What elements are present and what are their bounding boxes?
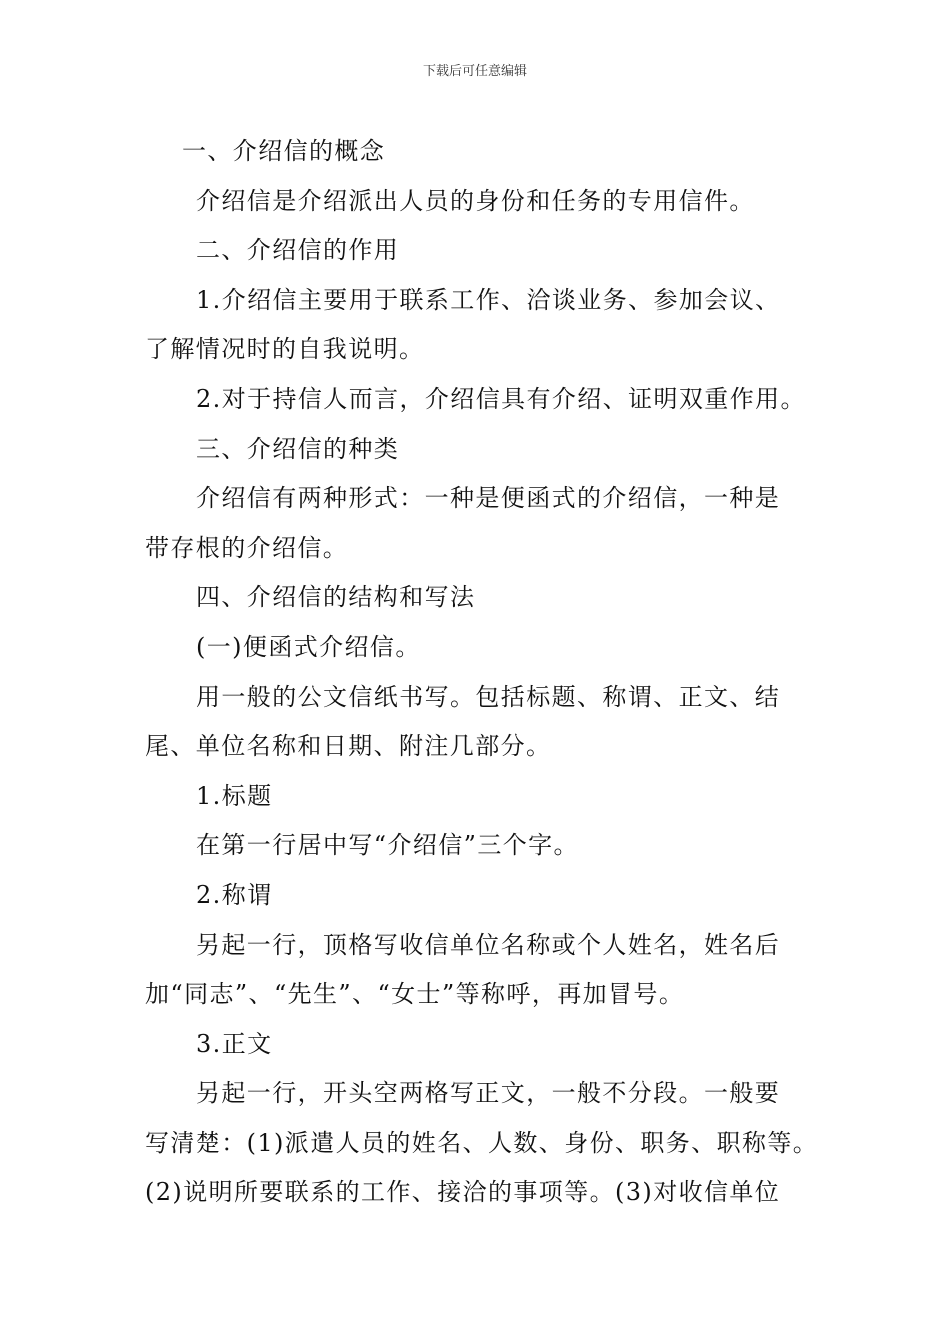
text-line: 带存根的介绍信。: [145, 533, 349, 562]
text-line: 一、介绍信的概念: [182, 137, 386, 165]
text-line: 写清楚：(1)派遣人员的姓名、人数、身份、职务、职称等。: [145, 1128, 819, 1157]
text-line: 介绍信是介绍派出人员的身份和任务的专用信件。: [196, 186, 755, 215]
text-line: 另起一行，顶格写收信单位名称或个人姓名，姓名后: [196, 930, 781, 959]
text-line: 尾、单位名称和日期、附注几部分。: [145, 732, 552, 761]
text-line: 2.对于持信人而言，介绍信具有介绍、证明双重作用。: [196, 384, 806, 413]
text-line: 了解情况时的自我说明。: [145, 335, 425, 364]
text-line: 四、介绍信的结构和写法: [196, 583, 476, 612]
text-line: 在第一行居中写“介绍信”三个字。: [196, 831, 579, 860]
text-line: 加“同志”、“先生”、“女士”等称呼，再加冒号。: [145, 980, 685, 1009]
text-line: 3.正文: [196, 1029, 273, 1058]
page-header-note: 下载后可任意编辑: [422, 64, 527, 79]
text-line: 用一般的公文信纸书写。包括标题、称谓、正文、结: [196, 682, 781, 711]
text-line: (一)便函式介绍信。: [196, 632, 421, 661]
text-line: 三、介绍信的种类: [196, 434, 400, 463]
text-line: 另起一行，开头空两格写正文，一般不分段。一般要: [196, 1079, 781, 1108]
text-line: 二、介绍信的作用: [196, 236, 400, 265]
text-line: 2.称谓: [196, 880, 273, 909]
text-line: 1.介绍信主要用于联系工作、洽谈业务、参加会议、: [196, 285, 781, 314]
text-line: 1.标题: [196, 781, 273, 810]
text-line: 介绍信有两种形式：一种是便函式的介绍信，一种是: [196, 484, 781, 513]
text-line: (2)说明所要联系的工作、接洽的事项等。(3)对收信单位: [145, 1178, 781, 1207]
document-body: [145, 127, 825, 1218]
